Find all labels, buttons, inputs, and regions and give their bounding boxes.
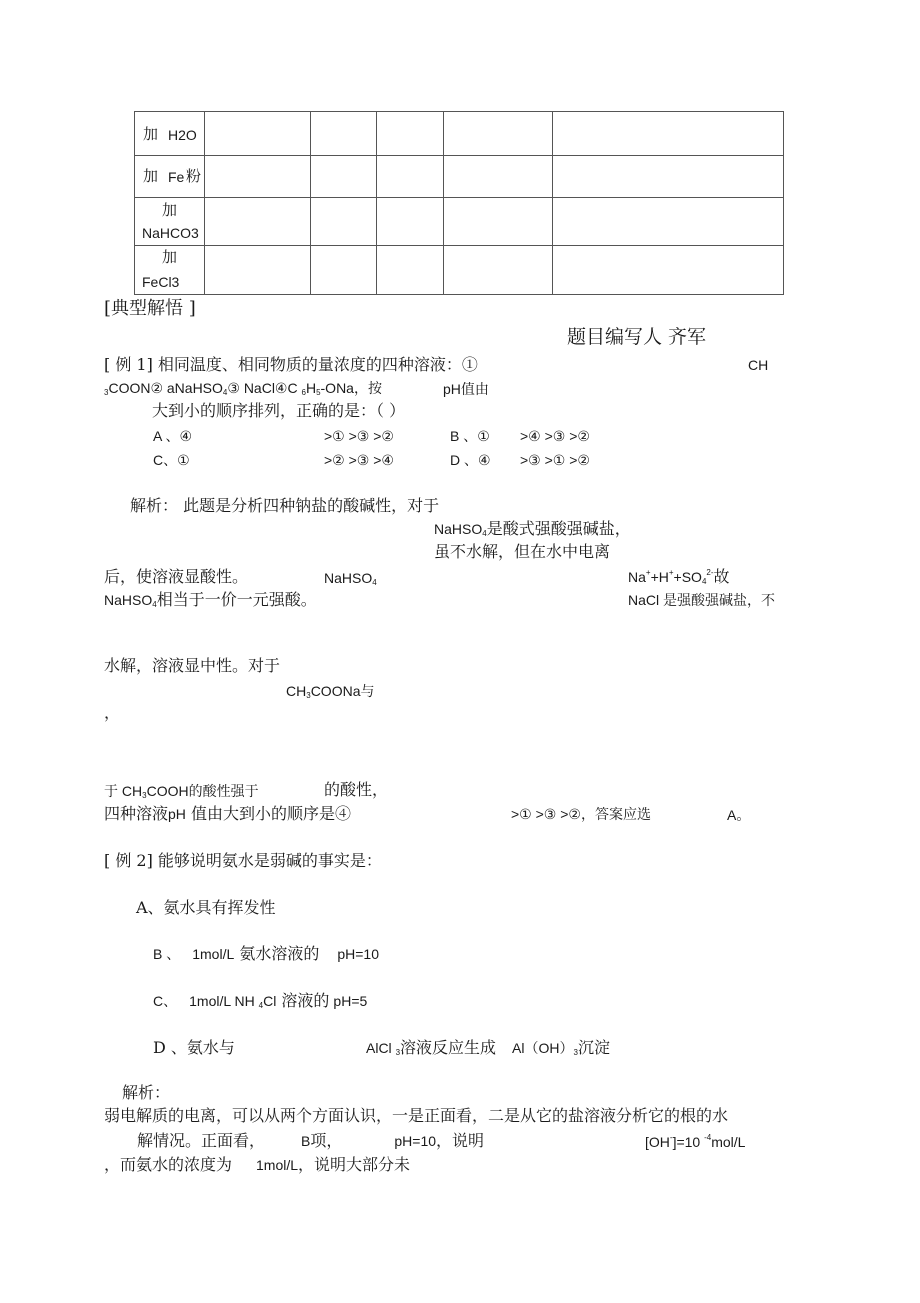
ex1-line1: [ 例 1] 相同温度、相同物质的量浓度的四种溶液：① [104, 355, 478, 374]
table-cell [311, 112, 377, 156]
table-row [135, 156, 784, 198]
analysis2-line3: 解情况。正面看， B项， pH=10，说明 [137, 1131, 485, 1150]
option-b-label: B 、① [450, 428, 490, 444]
ex2-option-d: D 、氨水与 [153, 1038, 235, 1057]
analysis1-line7: $CH_3COONa$与 [286, 683, 375, 700]
table-cell [553, 156, 784, 198]
ionization-equation: $Na^++H^++SO_4^{2-}$故 [628, 567, 730, 586]
analysis1-line1: 解析： 此题是分析四种钠盐的酸碱性，对于 [130, 496, 440, 515]
row-label-fe: 加 Fe 粉 [135, 156, 205, 198]
ex2-title: [ 例 2] 能够说明氨水是弱碱的事实是： [104, 851, 382, 870]
table-cell [553, 112, 784, 156]
table-cell [444, 198, 553, 246]
option-d-label: D 、④ [450, 452, 491, 468]
table-row [135, 112, 784, 156]
table-cell [205, 246, 311, 295]
table-cell [377, 156, 444, 198]
answer: A。 [727, 807, 751, 823]
analysis1-line5c: NaCl 是强酸强碱盐，不 [628, 592, 776, 608]
analysis1-line10c: >① >③ >②，答案应选 [511, 806, 651, 822]
table-cell [553, 246, 784, 295]
section-title: [典型解悟 ] [104, 298, 196, 319]
ex1-line1-ch: CH [748, 357, 769, 373]
table-cell [444, 112, 553, 156]
ex1-line3: 大到小的顺序排列，正确的是：（ ） [152, 401, 406, 420]
table-cell [311, 198, 377, 246]
ex2-option-d-rest: AlCl $_3$溶液反应生成 $Al(OH)_3$沉淀 [366, 1038, 610, 1057]
ex2-option-b: B 、 1mol/L 氨水溶液的 pH=10 [153, 944, 380, 963]
ex1-line2: $_3$COON② aNaHSO$_4$③ NaCl④C $_6H_5$-ONa，按 [104, 380, 382, 397]
table-cell [205, 112, 311, 156]
oh-concentration: [OH-]=10 $^{-4}$mol/L [645, 1133, 746, 1150]
table-cell [205, 198, 311, 246]
table-row [135, 198, 784, 246]
analysis1-line9: 于 $CH_3COOH$的酸性强于 [104, 783, 259, 800]
table-cell [444, 246, 553, 295]
option-b-order: >④ >③ >② [520, 428, 590, 444]
table-cell [444, 156, 553, 198]
row-label-nahco3: 加 NaHCO3 [135, 198, 205, 246]
analysis1-line10: 四种溶液pH 值由大到小的顺序是④ [104, 804, 352, 823]
table-cell [205, 156, 311, 198]
reaction-table [134, 111, 784, 295]
ex1-line2-ph: pH值由 [443, 381, 489, 397]
option-c-order: >② >③ >④ [324, 452, 394, 468]
author-line: 题目编写人 齐军 [567, 326, 707, 348]
ex2-option-a: A、氨水具有挥发性 [136, 898, 276, 917]
table-cell [311, 156, 377, 198]
option-c-label: C、① [153, 452, 190, 468]
row-label-h2o: 加 H2O [135, 112, 205, 156]
analysis1-line4b: NaHSO$_4$ [324, 570, 377, 587]
analysis1-line6: 水解，溶液显中性。对于 [104, 656, 281, 675]
ex2-option-c: C、 1mol/L NH $_4$Cl 溶液的 pH=5 [153, 991, 368, 1010]
analysis1-line9c: 的酸性， [324, 780, 389, 799]
table-cell [311, 246, 377, 295]
table-cell [377, 198, 444, 246]
option-a-label: A 、④ [153, 428, 193, 444]
option-d-order: >③ >① >② [520, 452, 590, 468]
analysis1-line2: NaHSO$_4$是酸式强酸强碱盐， [434, 519, 631, 538]
analysis1-line3: 虽不水解，但在水中电离 [434, 542, 611, 561]
analysis1-line4a: 后，使溶液显酸性。 [104, 567, 249, 586]
row-label-fecl3: 加 FeCl3 [135, 246, 205, 295]
option-a-order: >① >③ >② [324, 428, 394, 444]
analysis1-line5a: NaHSO$_4$相当于一价一元强酸。 [104, 590, 317, 609]
table-row [135, 246, 784, 295]
analysis2-line4: ，而氨水的浓度为 1mol/L，说明大部分未 [104, 1155, 411, 1174]
analysis2-line2: 弱电解质的电离，可以从两个方面认识，一是正面看，二是从它的盐溶液分析它的根的水 [104, 1106, 729, 1125]
analysis2-title: 解析： [122, 1083, 171, 1102]
table-cell [377, 112, 444, 156]
table-cell [377, 246, 444, 295]
table-cell [553, 198, 784, 246]
analysis1-line8: ， [104, 703, 121, 722]
